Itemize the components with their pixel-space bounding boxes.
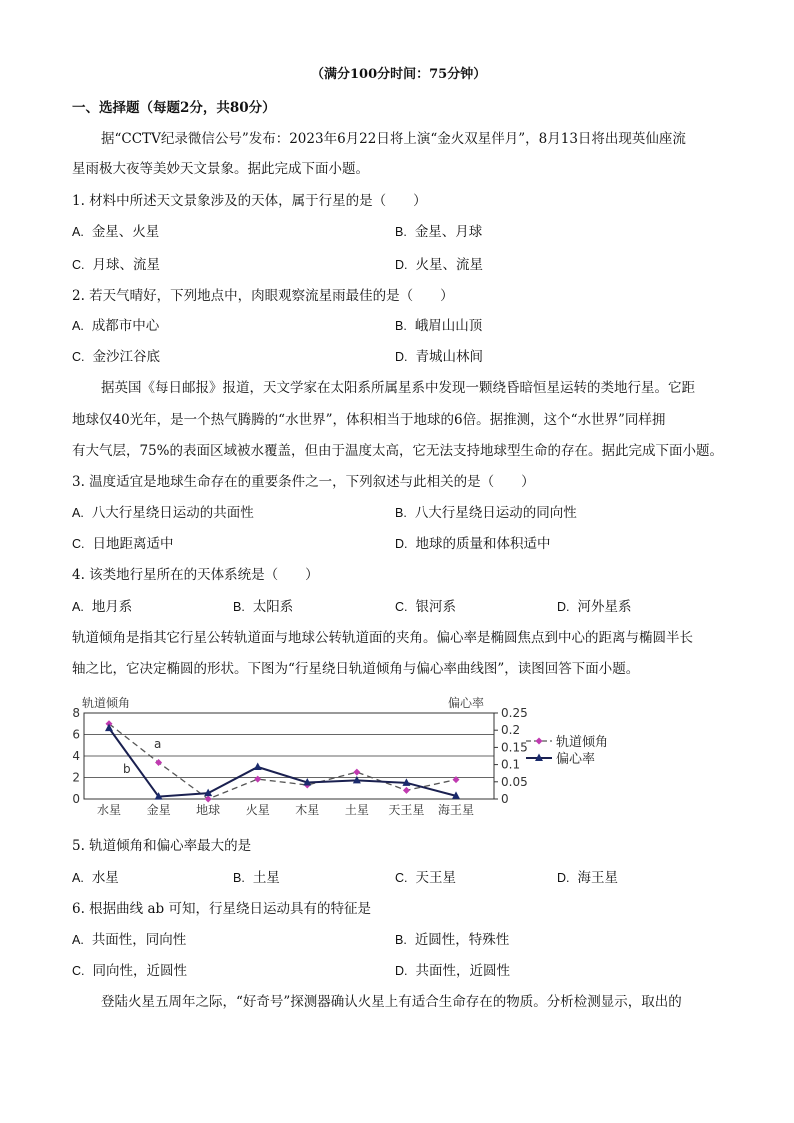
option-letter: C. xyxy=(395,600,408,614)
option-text: 地月系 xyxy=(91,599,133,615)
q3-option-a[interactable] xyxy=(72,503,254,523)
data-point-diamond xyxy=(155,759,162,766)
option-text: 河外星系 xyxy=(577,599,632,615)
q3-option-b[interactable] xyxy=(395,503,577,523)
option-letter: A. xyxy=(72,600,84,614)
question-1-stem: 1. 材料中所述天文景象涉及的天体，属于行星的是（ ） xyxy=(72,193,427,209)
option-text: 地球的质量和体积适中 xyxy=(415,536,551,552)
y-left-tick-label: 4 xyxy=(72,749,80,763)
legend-label: 偏心率 xyxy=(556,752,596,767)
option-text: 金星、月球 xyxy=(414,224,483,240)
series-line-1 xyxy=(109,724,456,799)
q1-option-b[interactable] xyxy=(395,222,482,242)
score-time-header: （满分100分时间：75分钟） xyxy=(311,67,487,82)
passage-1-line-2: 星雨极大夜等美妙天文景象。据此完成下面小题。 xyxy=(72,161,369,177)
option-letter: B. xyxy=(395,506,407,520)
x-tick-label: 土星 xyxy=(344,803,369,817)
option-text: 火星、流星 xyxy=(415,257,483,273)
question-3-stem: 3. 温度适宜是地球生命存在的重要条件之一，下列叙述与此相关的是（ ） xyxy=(72,474,535,490)
q4-option-c[interactable] xyxy=(395,597,456,617)
q1-option-d[interactable] xyxy=(395,255,483,275)
passage-1-line-1: 据“CCTV纪录微信公号”发布：2023年6月22日将上演“金火双星伴月”，8月13日将出现英仙座流 xyxy=(101,131,686,147)
y-right-label: 偏心率 xyxy=(448,696,485,710)
passage-2-line-3: 有大气层，75%的表面区域被水覆盖，但由于温度太高，它无法支持地球型生命的存在。据此完成下面小题。 xyxy=(72,443,724,459)
option-text: 峨眉山山顶 xyxy=(414,318,483,334)
option-letter: D. xyxy=(557,871,570,885)
option-letter: A. xyxy=(72,506,84,520)
option-letter: A. xyxy=(72,933,84,947)
passage-2-line-1: 据英国《每日邮报》报道，天文学家在太阳系所属星系中发现一颗绕昏暗恒星运转的类地行星。它距 xyxy=(101,380,695,396)
x-tick-label: 火星 xyxy=(245,803,270,817)
option-letter: D. xyxy=(395,964,408,978)
question-2-stem: 2. 若天气晴好，下列地点中，肉眼观察流星雨最佳的是（ ） xyxy=(72,288,454,304)
passage-2-line-2: 地球仅40光年，是一个热气腾腾的“水世界”，体积相当于地球的6倍。据推测，这个“水世界”同样拥 xyxy=(72,412,666,428)
option-text: 八大行星绕日运动的共面性 xyxy=(91,505,254,521)
legend-marker-diamond xyxy=(536,738,543,745)
q3-option-d[interactable] xyxy=(395,534,551,554)
option-letter: C. xyxy=(72,537,85,551)
data-point-diamond xyxy=(254,776,261,783)
x-tick-label: 水星 xyxy=(96,803,122,817)
option-text: 青城山林间 xyxy=(415,349,483,365)
x-tick-label: 金星 xyxy=(146,803,171,817)
y-right-tick-label: 0.2 xyxy=(501,723,521,738)
option-text: 银河系 xyxy=(415,599,456,615)
x-tick-label: 木星 xyxy=(295,803,320,817)
option-letter: C. xyxy=(72,964,85,978)
option-letter: B. xyxy=(233,600,245,614)
passage-4-line-1: 登陆火星五周年之际，“好奇号”探测器确认火星上有适合生命存在的物质。分析检测显示，取出的 xyxy=(101,994,682,1010)
y-right-tick-label: 0.25 xyxy=(501,706,528,720)
data-point-diamond xyxy=(403,787,410,794)
option-text: 土星 xyxy=(252,870,280,886)
option-letter: B. xyxy=(395,225,407,239)
q6-option-d[interactable] xyxy=(395,961,510,981)
orbit-inclination-eccentricity-chart xyxy=(66,693,656,823)
option-text: 共面性，近圆性 xyxy=(415,963,510,979)
data-point-triangle xyxy=(105,724,113,732)
option-letter: C. xyxy=(395,871,408,885)
option-letter: D. xyxy=(395,537,408,551)
option-text: 近圆性，特殊性 xyxy=(414,932,510,948)
legend-label: 轨道倾角 xyxy=(556,735,609,750)
q6-option-b[interactable] xyxy=(395,930,509,950)
q4-option-b[interactable] xyxy=(233,597,293,617)
q2-option-a[interactable] xyxy=(72,316,159,336)
q6-option-c[interactable] xyxy=(72,961,187,981)
q1-option-a[interactable] xyxy=(72,222,159,242)
passage-3-line-1: 轨道倾角是指其它行星公转轨道面与地球公转轨道面的夹角。偏心率是椭圆焦点到中心的距离与椭圆半长 xyxy=(72,630,693,646)
question-6-stem: 6. 根据曲线 ab 可知，行星绕日运动具有的特征是 xyxy=(72,901,371,917)
q4-option-d[interactable] xyxy=(557,597,632,617)
q3-option-c[interactable] xyxy=(72,534,174,554)
option-text: 同向性，近圆性 xyxy=(92,963,187,979)
option-text: 金星、火星 xyxy=(91,224,160,240)
y-left-tick-label: 2 xyxy=(72,770,80,785)
q5-option-d[interactable] xyxy=(557,868,618,888)
option-text: 月球、流星 xyxy=(92,257,160,273)
curve-label-a: a xyxy=(154,737,162,751)
option-text: 天王星 xyxy=(415,870,456,886)
x-tick-label: 天王星 xyxy=(388,803,425,817)
option-letter: A. xyxy=(72,871,84,885)
y-right-tick-label: 0 xyxy=(501,792,509,806)
option-letter: C. xyxy=(72,258,85,272)
option-letter: C. xyxy=(72,350,85,364)
option-letter: B. xyxy=(395,933,407,947)
option-text: 水星 xyxy=(91,870,119,886)
q2-option-c[interactable] xyxy=(72,347,160,367)
q6-option-a[interactable] xyxy=(72,930,186,950)
x-tick-label: 地球 xyxy=(196,803,221,817)
data-point-triangle xyxy=(254,763,262,771)
option-text: 金沙江谷底 xyxy=(92,349,160,365)
y-left-tick-label: 0 xyxy=(72,792,80,806)
q5-option-c[interactable] xyxy=(395,868,456,888)
y-left-label: 轨道倾角 xyxy=(82,696,131,710)
option-text: 八大行星绕日运动的同向性 xyxy=(414,505,577,521)
y-right-tick-label: 0.1 xyxy=(501,757,521,772)
x-tick-label: 海王星 xyxy=(437,803,475,817)
option-letter: D. xyxy=(557,600,570,614)
curve-label-b: b xyxy=(123,762,131,776)
q2-option-b[interactable] xyxy=(395,316,482,336)
option-letter: B. xyxy=(233,871,245,885)
option-letter: A. xyxy=(72,319,84,333)
y-right-tick-label: 0.15 xyxy=(501,740,528,755)
y-left-tick-label: 8 xyxy=(72,706,80,720)
option-text: 成都市中心 xyxy=(91,318,160,334)
option-letter: A. xyxy=(72,225,84,239)
section-title: 一、选择题（每题2分，共80分） xyxy=(72,100,276,116)
option-text: 海王星 xyxy=(577,870,618,886)
passage-3-line-2: 轴之比，它决定椭圆的形状。下图为“行星绕日轨道倾角与偏心率曲线图”，读图回答下面小题。 xyxy=(72,661,640,677)
y-left-tick-label: 6 xyxy=(72,727,80,742)
question-5-stem: 5. 轨道倾角和偏心率最大的是 xyxy=(72,838,252,854)
q2-option-d[interactable] xyxy=(395,347,483,367)
option-text: 太阳系 xyxy=(252,599,294,615)
option-letter: B. xyxy=(395,319,407,333)
option-letter: D. xyxy=(395,350,408,364)
q5-option-b[interactable] xyxy=(233,868,280,888)
y-right-tick-label: 0.05 xyxy=(501,774,528,789)
question-4-stem: 4. 该类地行星所在的天体系统是（ ） xyxy=(72,567,319,583)
option-text: 日地距离适中 xyxy=(92,536,174,552)
data-point-diamond xyxy=(353,769,360,776)
option-text: 共面性，同向性 xyxy=(91,932,187,948)
q5-option-a[interactable] xyxy=(72,868,119,888)
q4-option-a[interactable] xyxy=(72,597,132,617)
option-letter: D. xyxy=(395,258,408,272)
q1-option-c[interactable] xyxy=(72,255,160,275)
